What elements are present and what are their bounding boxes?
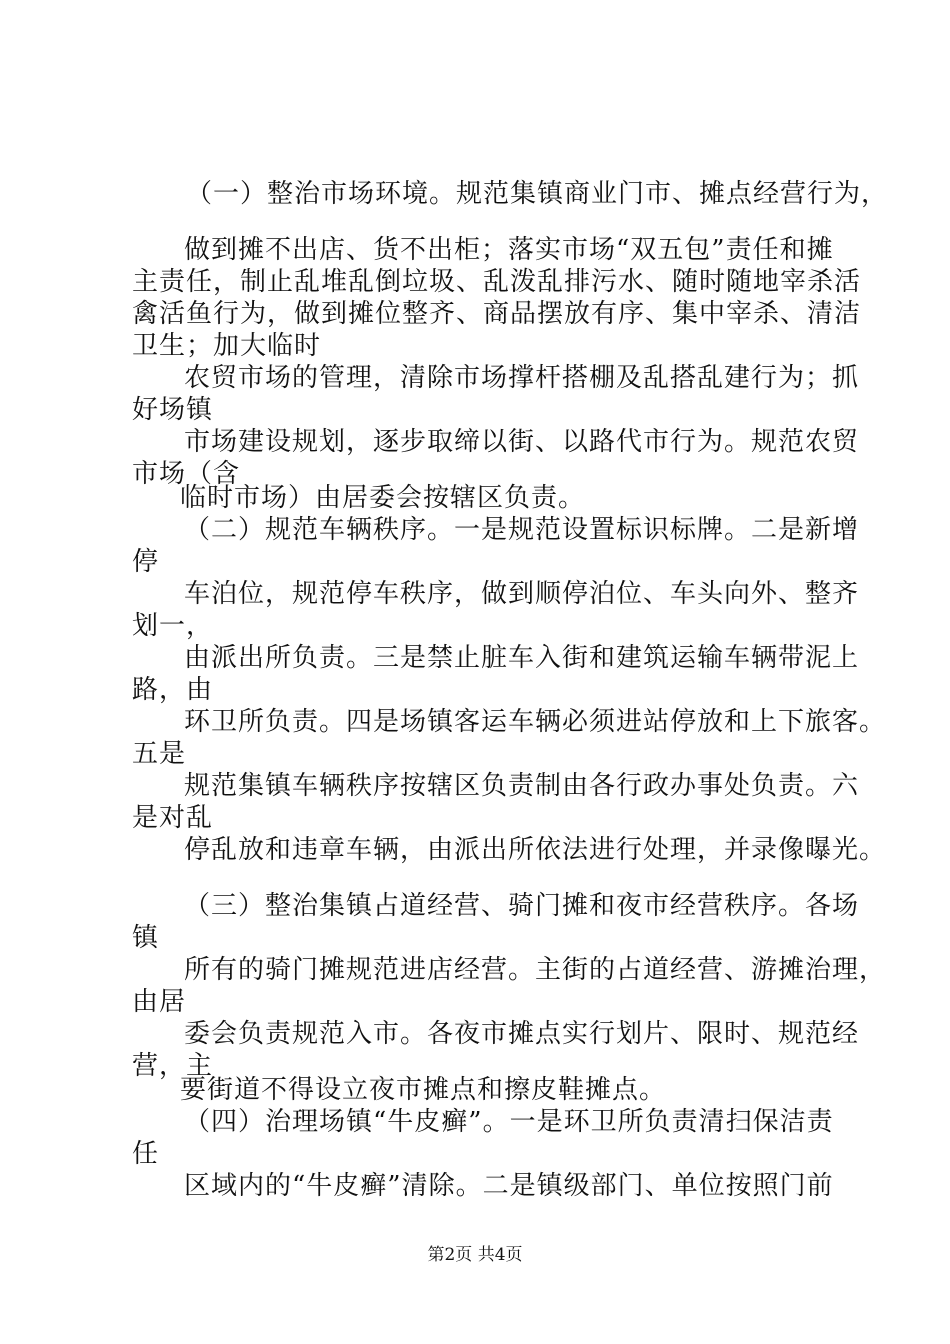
text-line: 车泊位，规范停车秩序，做到顺停泊位、车头向外、整齐 — [184, 579, 860, 609]
text-line: 路，由 — [132, 675, 214, 705]
text-line: 镇 — [132, 923, 160, 953]
text-line: 停乱放和违章车辆，由派出所依法进行处理，并录像曝光。 — [184, 835, 887, 865]
text-line: 主责任，制止乱堆乱倒垃圾、乱泼乱排污水、随时随地宰杀活 — [132, 267, 862, 297]
text-line: 停 — [132, 547, 160, 577]
text-line: 市场建设规划，逐步取缔以街、以路代市行为。规范农贸 — [184, 427, 860, 457]
text-line: 农贸市场的管理，清除市场撑杆搭棚及乱搭乱建行为；抓 — [184, 363, 860, 393]
text-line: 由居 — [132, 987, 187, 1017]
text-line: 是对乱 — [132, 803, 214, 833]
text-line: 要街道不得设立夜市摊点和擦皮鞋摊点。 — [180, 1075, 667, 1105]
text-line: 五是 — [132, 739, 187, 769]
text-line: 卫生；加大临时 — [132, 331, 322, 361]
text-line: 委会负责规范入市。各夜市摊点实行划片、限时、规范经 — [184, 1019, 860, 1049]
text-line: 划一， — [132, 611, 214, 641]
text-line: 任 — [132, 1139, 160, 1169]
text-line: 做到摊不出店、货不出柜；落实市场“双五包”责任和摊 — [184, 235, 834, 265]
text-line: 环卫所负责。四是场镇客运车辆必须进站停放和上下旅客。 — [184, 707, 887, 737]
text-line: 规范集镇车辆秩序按辖区负责制由各行政办事处负责。六 — [184, 771, 860, 801]
text-line: （一）整治市场环境。规范集镇商业门市、摊点经营行为， — [186, 179, 889, 209]
text-line: 好场镇 — [132, 395, 214, 425]
text-line: 所有的骑门摊规范进店经营。主街的占道经营、游摊治理， — [184, 955, 887, 985]
text-line: 由派出所负责。三是禁止脏车入街和建筑运输车辆带泥上 — [184, 643, 860, 673]
text-line: 市场（含 — [132, 459, 241, 489]
text-line: （四）治理场镇“牛皮癣”。一是环卫所负责清扫保洁责 — [184, 1107, 834, 1137]
text-line: 营，主 — [132, 1051, 214, 1081]
page-footer: 第2页 共4页 — [427, 1245, 523, 1265]
text-line: 临时市场）由居委会按辖区负责。 — [180, 483, 586, 513]
text-line: （二）规范车辆秩序。一是规范设置标识标牌。二是新增 — [184, 515, 860, 545]
text-line: 禽活鱼行为，做到摊位整齐、商品摆放有序、集中宰杀、清洁 — [132, 299, 862, 329]
text-line: 区域内的“牛皮癣”清除。二是镇级部门、单位按照门前 — [184, 1171, 834, 1201]
text-line: （三）整治集镇占道经营、骑门摊和夜市经营秩序。各场 — [184, 891, 860, 921]
